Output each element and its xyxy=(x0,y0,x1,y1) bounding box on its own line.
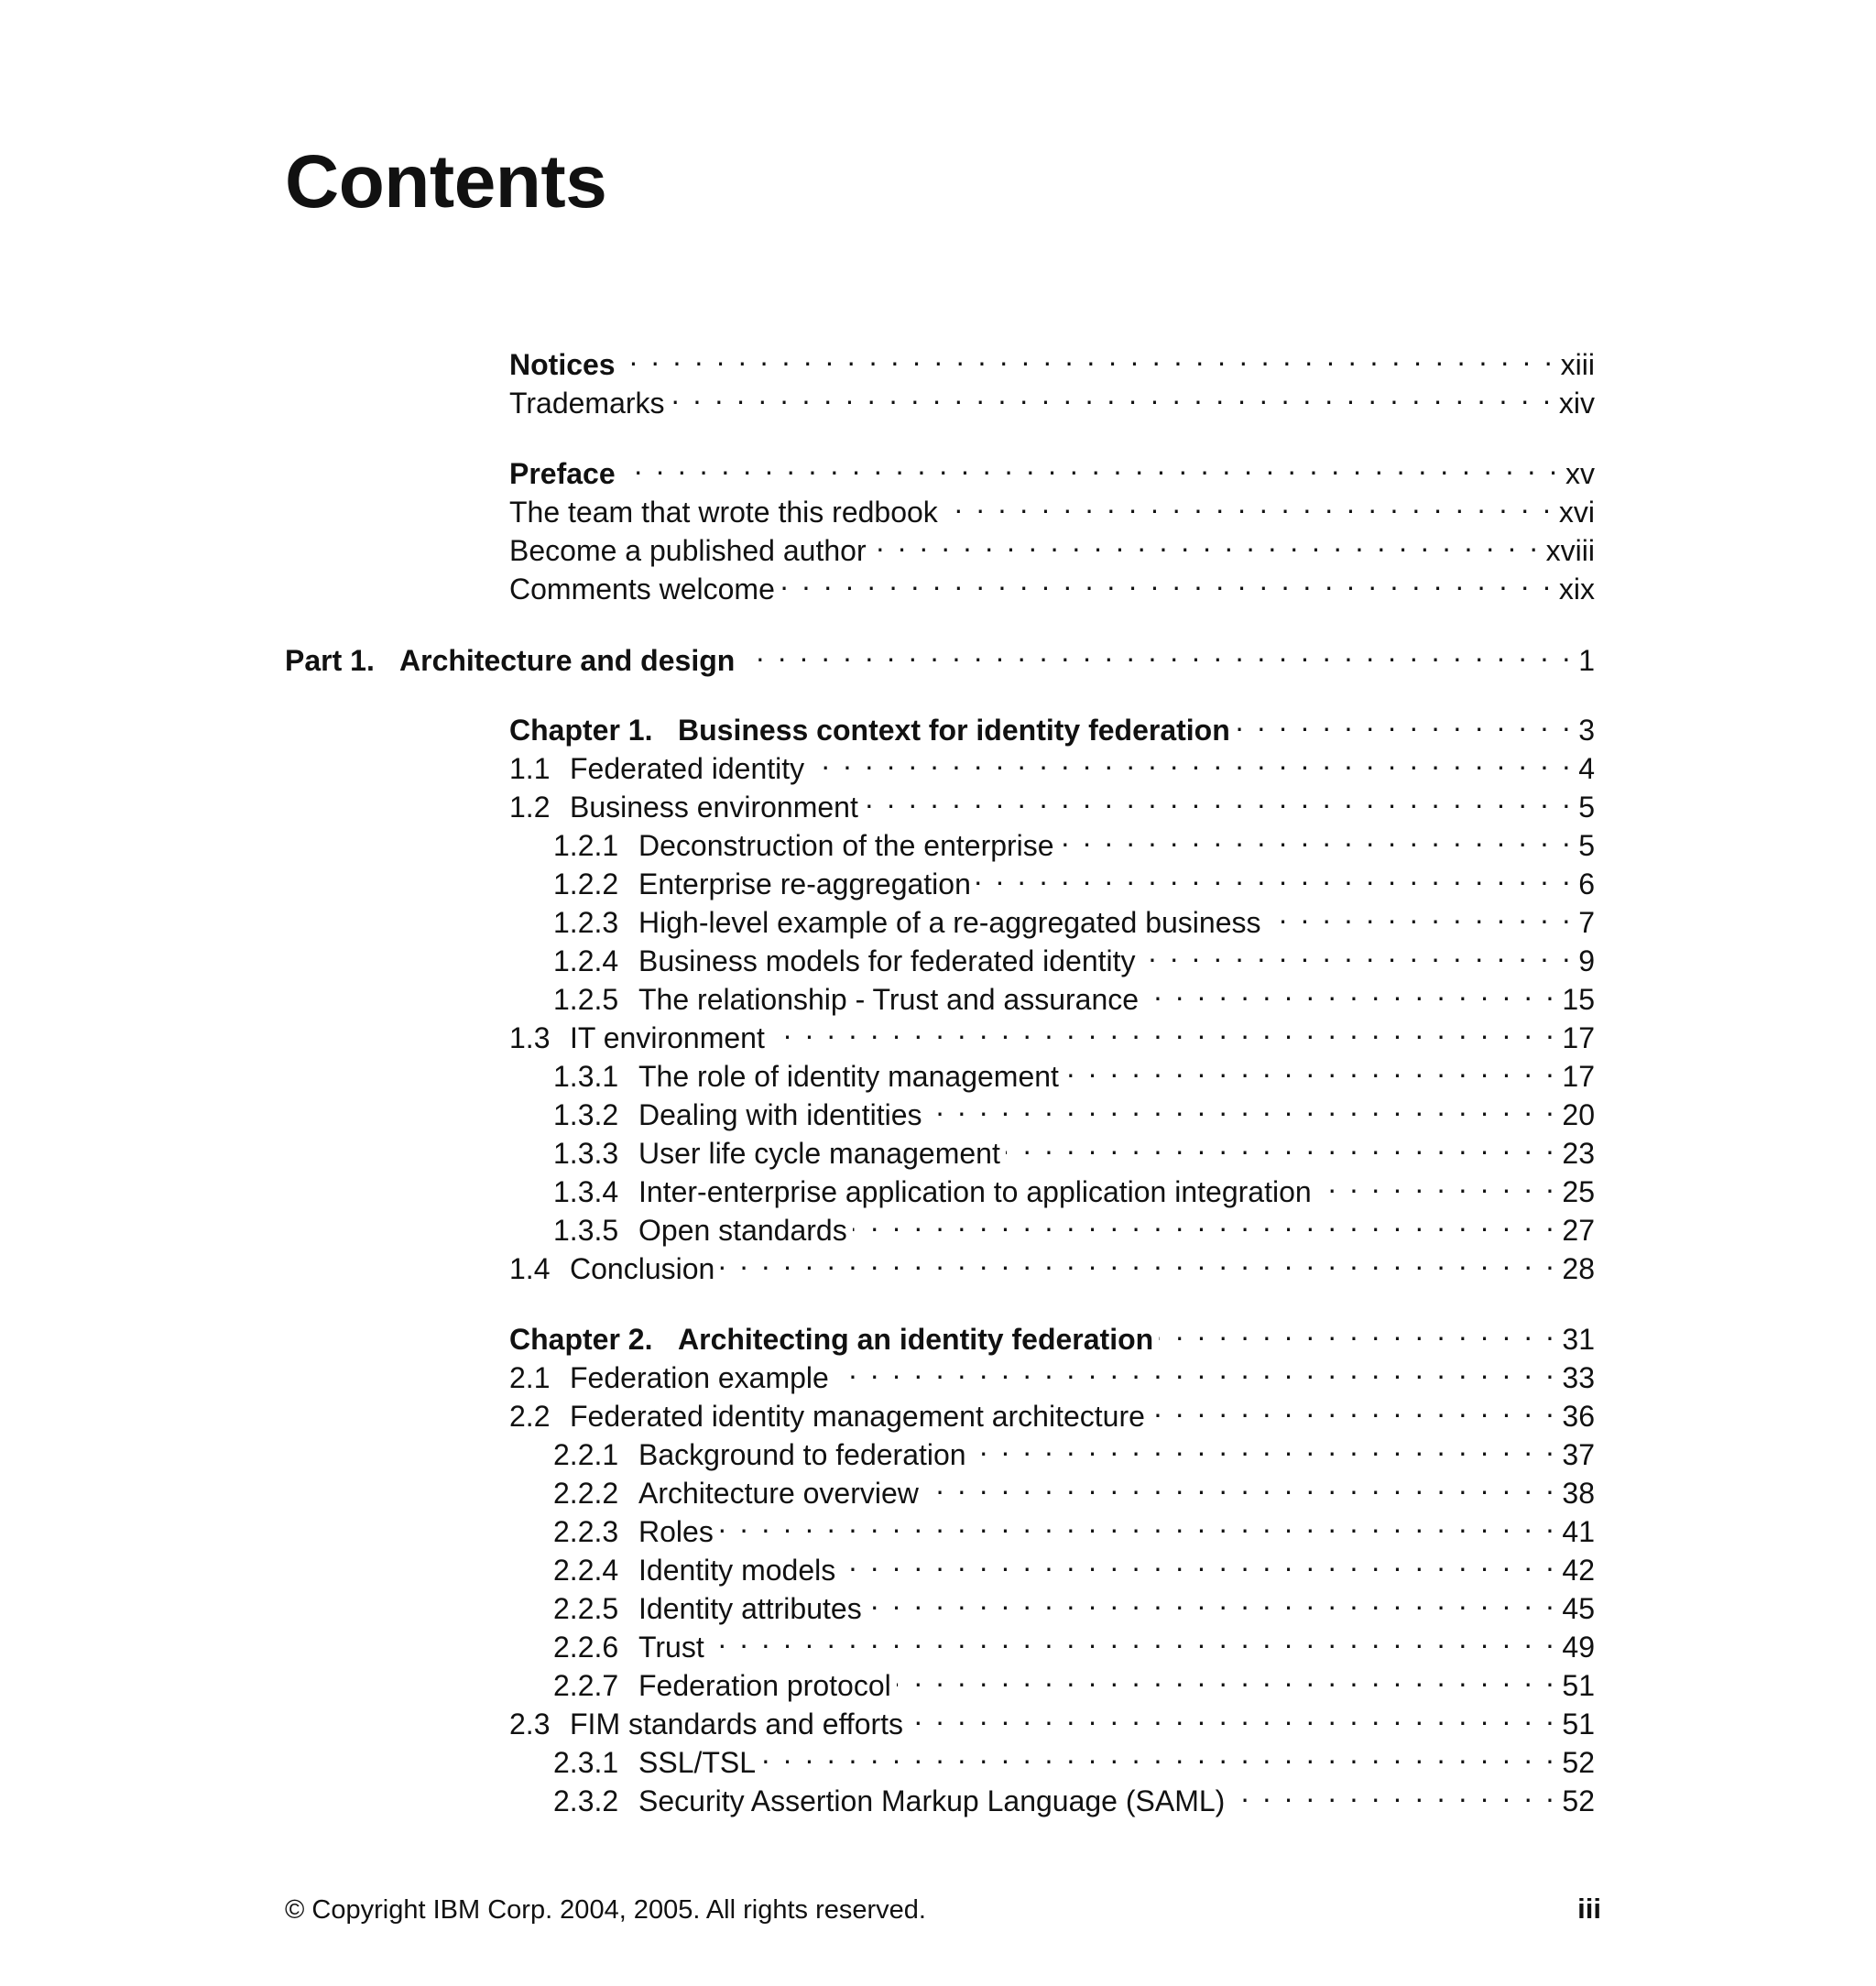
toc-entry-title: Security Assertion Markup Language (SAML) xyxy=(638,1784,1226,1817)
toc-entry[interactable] xyxy=(553,1734,1595,1779)
toc-entry-number: Chapter 1. xyxy=(509,714,653,747)
dot-leader xyxy=(1159,1311,1556,1349)
toc-entry-number: 2.3.1 xyxy=(553,1746,619,1779)
toc-entry[interactable] xyxy=(553,817,1595,862)
toc-entry-title: FIM standards and efforts xyxy=(570,1708,904,1740)
copyright-notice: © Copyright IBM Corp. 2004, 2005. All rights reserved. xyxy=(285,1895,926,1925)
toc-entry-number: 1.2.5 xyxy=(553,983,619,1016)
toc-entry-page: 31 xyxy=(1562,1323,1595,1356)
dot-leader xyxy=(710,1619,1557,1657)
page-footer xyxy=(285,1893,1601,1929)
toc-entry-title: Comments welcome xyxy=(509,573,775,606)
toc-entry[interactable] xyxy=(553,1163,1595,1208)
toc-entry[interactable] xyxy=(509,740,1595,785)
toc-entry-number: 2.2.1 xyxy=(553,1438,619,1471)
toc-entry-page: 52 xyxy=(1562,1784,1595,1817)
toc-entry[interactable] xyxy=(553,933,1595,977)
toc-entry-number: Chapter 2. xyxy=(509,1323,653,1356)
toc-entry-title: Inter-enterprise application to application integration xyxy=(638,1175,1312,1208)
toc-entry-title: Become a published author xyxy=(509,534,867,567)
toc-entry-number: 2.2.6 xyxy=(553,1631,619,1664)
toc-entry-number: 1.3.1 xyxy=(553,1060,619,1093)
toc-entry-page: 1 xyxy=(1578,644,1595,677)
dot-leader xyxy=(621,445,1560,484)
dot-leader xyxy=(853,1202,1557,1240)
toc-entry-title: Architecture overview xyxy=(638,1477,919,1510)
toc-entry-number: 1.3.2 xyxy=(553,1098,619,1131)
toc-entry[interactable] xyxy=(553,856,1595,900)
toc-entry-page: 51 xyxy=(1562,1708,1595,1740)
dot-leader xyxy=(1317,1163,1557,1202)
toc-entry-number: 1.3 xyxy=(509,1021,551,1054)
toc-entry-title: Background to federation xyxy=(638,1438,966,1471)
toc-entry[interactable] xyxy=(553,894,1595,939)
toc-entry-title: Preface xyxy=(509,457,616,490)
toc-entry[interactable] xyxy=(285,632,1595,677)
toc-entry[interactable] xyxy=(509,375,1595,420)
toc-entry-title: IT environment xyxy=(570,1021,765,1054)
toc-entry[interactable] xyxy=(509,1349,1595,1394)
dot-leader xyxy=(1267,894,1574,933)
toc-entry[interactable] xyxy=(509,484,1595,529)
toc-entry[interactable] xyxy=(553,1426,1595,1471)
dot-leader xyxy=(671,375,1554,413)
dot-leader xyxy=(1151,1388,1557,1426)
dot-leader xyxy=(761,1734,1556,1773)
dot-leader xyxy=(976,856,1573,894)
toc-entry-number: 1.3.3 xyxy=(553,1137,619,1170)
dot-leader xyxy=(1141,933,1574,971)
dot-leader xyxy=(1230,1773,1556,1811)
toc-entry-page: 6 xyxy=(1578,868,1595,900)
toc-entry-number: 1.2 xyxy=(509,791,551,824)
toc-entry[interactable] xyxy=(509,1009,1595,1054)
toc-entry-page: 9 xyxy=(1578,944,1595,977)
toc-entry[interactable] xyxy=(553,1773,1595,1817)
dot-leader xyxy=(872,522,1541,561)
toc-entry-page: 23 xyxy=(1562,1137,1595,1170)
toc-entry-page: xiv xyxy=(1558,387,1595,420)
toc-entry-page: 5 xyxy=(1578,791,1595,824)
toc-entry-page: xiii xyxy=(1560,348,1595,381)
toc-entry-number: 1.1 xyxy=(509,752,551,785)
toc-entry[interactable] xyxy=(553,1503,1595,1548)
toc-entry-title: Dealing with identities xyxy=(638,1098,922,1131)
toc-entry[interactable] xyxy=(509,522,1595,567)
dot-leader xyxy=(720,1240,1556,1279)
toc-entry[interactable] xyxy=(509,1240,1595,1285)
toc-entry-page: 41 xyxy=(1562,1515,1595,1548)
toc-entry-page: 27 xyxy=(1562,1214,1595,1247)
toc-entry-title: Business context for identity federation xyxy=(678,714,1230,747)
toc-entry-number: 2.2 xyxy=(509,1400,551,1433)
toc-entry-page: 17 xyxy=(1562,1060,1595,1093)
dot-leader xyxy=(1064,1048,1556,1086)
dot-leader xyxy=(810,740,1573,779)
dot-leader xyxy=(780,561,1554,599)
toc-entry-page: xviii xyxy=(1545,534,1595,567)
toc-entry-page: 7 xyxy=(1578,906,1595,939)
dot-leader xyxy=(909,1696,1556,1734)
toc-entry-number: 2.2.4 xyxy=(553,1554,619,1587)
toc-entry-title: Conclusion xyxy=(570,1252,715,1285)
toc-entry[interactable] xyxy=(553,1048,1595,1093)
toc-entry-number: 2.2.2 xyxy=(553,1477,619,1510)
dot-leader xyxy=(1236,702,1573,740)
toc-entry[interactable] xyxy=(509,1696,1595,1740)
toc-entry-number: 1.2.1 xyxy=(553,829,619,862)
toc-entry-title: Federated identity xyxy=(570,752,805,785)
toc-entry-page: 15 xyxy=(1562,983,1595,1016)
dot-leader xyxy=(1006,1125,1557,1163)
toc-entry-number: Part 1. xyxy=(285,644,375,677)
toc-entry[interactable] xyxy=(509,561,1595,606)
toc-entry-number: 1.2.3 xyxy=(553,906,619,939)
toc-entry[interactable] xyxy=(509,445,1595,490)
dot-leader xyxy=(972,1426,1557,1465)
toc-entry-number: 1.4 xyxy=(509,1252,551,1285)
toc-entry-title: Business models for federated identity xyxy=(638,944,1136,977)
toc-entry-page: 51 xyxy=(1562,1669,1595,1702)
toc-entry-title: Architecting an identity federation xyxy=(678,1323,1154,1356)
toc-entry-page: 42 xyxy=(1562,1554,1595,1587)
toc-entry[interactable] xyxy=(509,336,1595,381)
toc-entry-title: Federation example xyxy=(570,1361,829,1394)
toc-entry-number: 2.2.5 xyxy=(553,1592,619,1625)
toc-entry-page: 45 xyxy=(1562,1592,1595,1625)
toc-entry-page: 4 xyxy=(1578,752,1595,785)
toc-entry-number: 1.3.5 xyxy=(553,1214,619,1247)
toc-entry[interactable] xyxy=(509,1388,1595,1433)
toc-entry-number: 1.2.2 xyxy=(553,868,619,900)
toc-entry-title: Identity models xyxy=(638,1554,836,1587)
toc-entry-title: User life cycle management xyxy=(638,1137,1000,1170)
toc-entry[interactable] xyxy=(553,1580,1595,1625)
toc-entry-page: xv xyxy=(1565,457,1595,490)
toc-entry[interactable] xyxy=(553,1619,1595,1664)
toc-entry-title: Notices xyxy=(509,348,616,381)
toc-entry-page: 20 xyxy=(1562,1098,1595,1131)
toc-entry-page: 52 xyxy=(1562,1746,1595,1779)
dot-leader xyxy=(740,632,1573,671)
toc-entry-title: Trademarks xyxy=(509,387,665,420)
page-title: Contents xyxy=(285,140,607,224)
toc-entry-page: 49 xyxy=(1562,1631,1595,1664)
dot-leader xyxy=(928,1086,1557,1125)
toc-entry-title: Business environment xyxy=(570,791,858,824)
toc-entry-title: Trust xyxy=(638,1631,704,1664)
toc-entry[interactable] xyxy=(553,1086,1595,1131)
toc-entry[interactable] xyxy=(553,1542,1595,1587)
toc-entry[interactable] xyxy=(509,779,1595,824)
toc-entry-title: Roles xyxy=(638,1515,714,1548)
toc-entry[interactable] xyxy=(553,1465,1595,1510)
toc-entry-page: 5 xyxy=(1578,829,1595,862)
toc-entry-page: 37 xyxy=(1562,1438,1595,1471)
toc-entry-number: 2.3 xyxy=(509,1708,551,1740)
toc-entry-title: The relationship - Trust and assurance xyxy=(638,983,1140,1016)
toc-entry-title: Deconstruction of the enterprise xyxy=(638,829,1054,862)
dot-leader xyxy=(924,1465,1557,1503)
toc-entry[interactable] xyxy=(509,702,1595,747)
toc-entry[interactable] xyxy=(553,971,1595,1016)
dot-leader xyxy=(867,1580,1557,1619)
dot-leader xyxy=(864,779,1573,817)
toc-entry-title: The role of identity management xyxy=(638,1060,1059,1093)
toc-entry-title: Enterprise re-aggregation xyxy=(638,868,971,900)
toc-entry-title: Federated identity management architecture xyxy=(570,1400,1145,1433)
toc-entry-number: 2.1 xyxy=(509,1361,551,1394)
toc-entry-page: 38 xyxy=(1562,1477,1595,1510)
toc-entry-title: SSL/TSL xyxy=(638,1746,757,1779)
toc-entry-title: Architecture and design xyxy=(399,644,736,677)
toc-entry-number: 2.2.3 xyxy=(553,1515,619,1548)
toc-entry-page: 17 xyxy=(1562,1021,1595,1054)
dot-leader xyxy=(834,1349,1557,1388)
toc-entry-number: 2.2.7 xyxy=(553,1669,619,1702)
toc-entry-title: Identity attributes xyxy=(638,1592,862,1625)
toc-entry-page: xix xyxy=(1558,573,1595,606)
toc-entry-title: Open standards xyxy=(638,1214,847,1247)
toc-entry-title: Federation protocol xyxy=(638,1669,891,1702)
dot-leader xyxy=(1060,817,1574,856)
toc-entry-page: 25 xyxy=(1562,1175,1595,1208)
dot-leader xyxy=(770,1009,1557,1048)
dot-leader xyxy=(1144,971,1556,1009)
toc-entry[interactable] xyxy=(553,1125,1595,1170)
toc-entry-title: The team that wrote this redbook xyxy=(509,496,938,529)
toc-entry-page: 3 xyxy=(1578,714,1595,747)
toc-entry-number: 1.2.4 xyxy=(553,944,619,977)
dot-leader xyxy=(719,1503,1557,1542)
toc-entry[interactable] xyxy=(553,1202,1595,1247)
toc-entry-title: High-level example of a re-aggregated business xyxy=(638,906,1261,939)
toc-entry[interactable] xyxy=(509,1311,1595,1356)
toc-entry-number: 1.3.4 xyxy=(553,1175,619,1208)
dot-leader xyxy=(841,1542,1556,1580)
toc-entry-page: 28 xyxy=(1562,1252,1595,1285)
toc-entry-page: 33 xyxy=(1562,1361,1595,1394)
dot-leader xyxy=(943,484,1554,522)
dot-leader xyxy=(897,1657,1557,1696)
page-number: iii xyxy=(1577,1893,1601,1925)
toc-entry-page: 36 xyxy=(1562,1400,1595,1433)
toc-entry-page: xvi xyxy=(1558,496,1595,529)
toc-entry-number: 2.3.2 xyxy=(553,1784,619,1817)
toc-entry[interactable] xyxy=(553,1657,1595,1702)
dot-leader xyxy=(621,336,1555,375)
